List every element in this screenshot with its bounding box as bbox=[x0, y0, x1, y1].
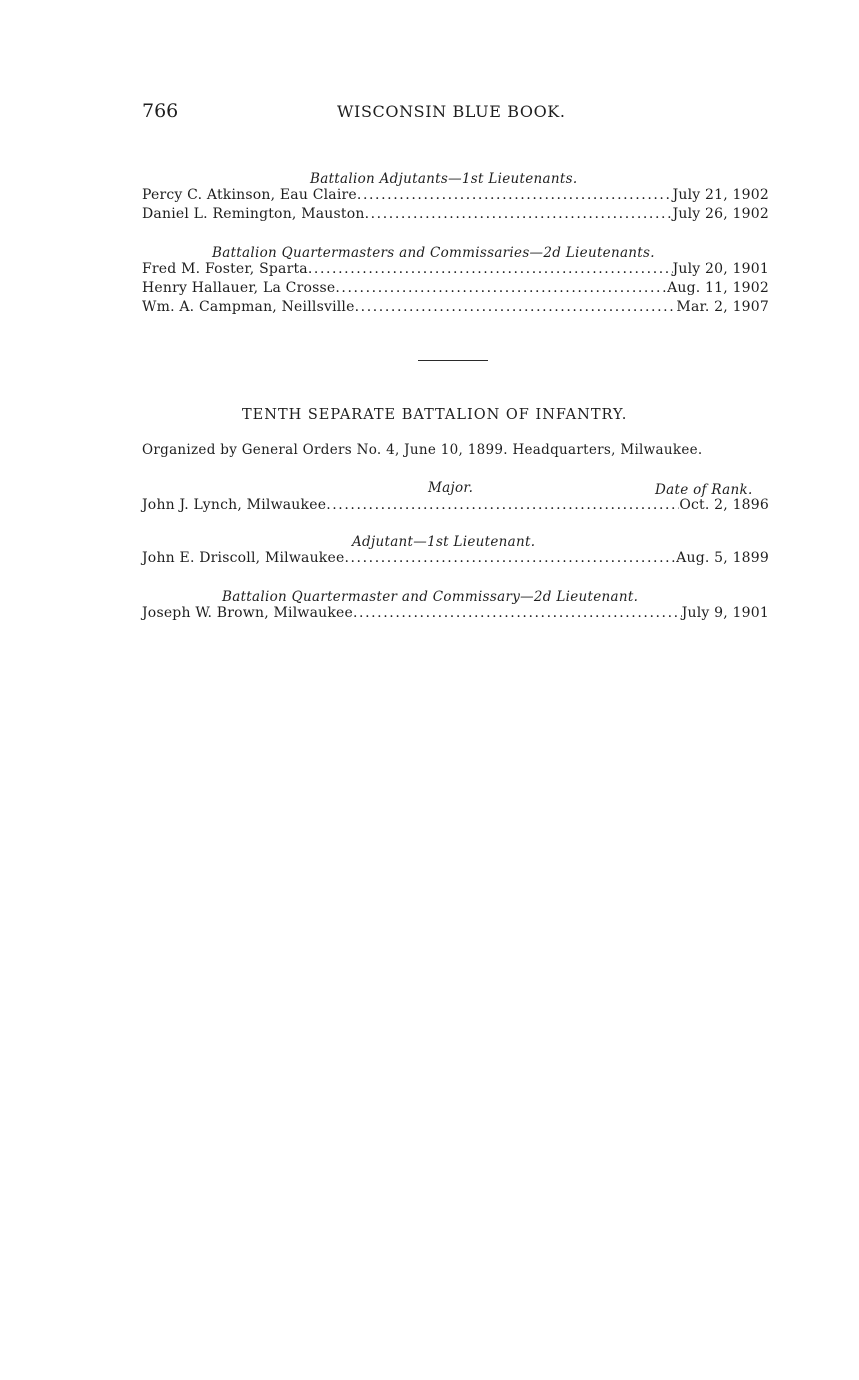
quartermaster-heading: Battalion Quartermaster and Commissary—2d Lieutenant. bbox=[222, 589, 639, 605]
dot-leader bbox=[335, 280, 667, 296]
dot-leader bbox=[344, 550, 676, 566]
rank-date: July 9, 1901 bbox=[681, 605, 769, 621]
roster-row bbox=[142, 299, 769, 317]
officer-name: Wm. A. Campman, Neillsville bbox=[142, 299, 355, 315]
section-heading-quartermasters: Battalion Quartermasters and Commissaries—2d Lieutenants. bbox=[212, 245, 655, 261]
roster-row bbox=[142, 605, 769, 623]
officer-name: John J. Lynch, Milwaukee bbox=[142, 497, 327, 513]
officer-name: Percy C. Atkinson, Eau Claire bbox=[142, 187, 357, 203]
page-header bbox=[142, 100, 768, 126]
dot-leader bbox=[353, 605, 682, 621]
officer-name: Fred M. Foster, Sparta bbox=[142, 261, 308, 277]
rank-date: Aug. 5, 1899 bbox=[676, 550, 769, 566]
dot-leader bbox=[365, 206, 673, 222]
commission-date: Aug. 11, 1902 bbox=[667, 280, 769, 296]
commission-date: Mar. 2, 1907 bbox=[676, 299, 769, 315]
roster-row bbox=[142, 497, 769, 515]
organization-note: Organized by General Orders No. 4, June 10, 1899. Headquarters, Milwaukee. bbox=[142, 442, 703, 458]
roster-row bbox=[142, 550, 769, 568]
adjutant-heading: Adjutant—1st Lieutenant. bbox=[352, 534, 536, 550]
roster-row bbox=[142, 187, 769, 205]
dot-leader bbox=[357, 187, 673, 203]
running-title: WISCONSIN BLUE BOOK. bbox=[337, 102, 566, 121]
page-number: 766 bbox=[142, 100, 179, 122]
officer-name: John E. Driscoll, Milwaukee bbox=[142, 550, 345, 566]
dot-leader bbox=[326, 497, 679, 513]
dot-leader bbox=[308, 261, 673, 277]
section-heading-adjutants: Battalion Adjutants—1st Lieutenants. bbox=[310, 171, 578, 187]
roster-row bbox=[142, 206, 769, 224]
commission-date: July 21, 1902 bbox=[672, 187, 769, 203]
officer-name: Joseph W. Brown, Milwaukee bbox=[142, 605, 353, 621]
date-of-rank-heading: Date of Rank. bbox=[655, 482, 753, 498]
roster-row bbox=[142, 261, 769, 279]
officer-name: Daniel L. Remington, Mauston bbox=[142, 206, 365, 222]
dot-leader bbox=[355, 299, 677, 315]
officer-name: Henry Hallauer, La Crosse bbox=[142, 280, 336, 296]
section-divider bbox=[418, 360, 488, 361]
battalion-title: TENTH SEPARATE BATTALION OF INFANTRY. bbox=[242, 407, 628, 423]
commission-date: July 20, 1901 bbox=[672, 261, 769, 277]
major-heading: Major. bbox=[428, 480, 474, 496]
roster-row bbox=[142, 280, 769, 298]
rank-date: Oct. 2, 1896 bbox=[679, 497, 769, 513]
commission-date: July 26, 1902 bbox=[672, 206, 769, 222]
